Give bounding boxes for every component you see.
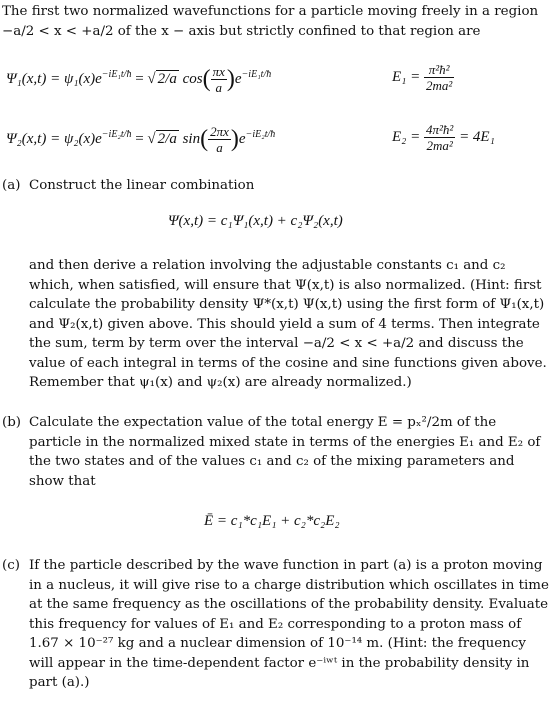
part-a-text-block [2, 256, 550, 393]
psi2-tail-exp: −iE₂t/ħ [245, 128, 276, 140]
part-a-equation: Ψ(x,t) = c₁Ψ₁(x,t) + c₂Ψ₂(x,t) [168, 213, 343, 229]
psi2-eq-sign: = √ [135, 130, 156, 147]
e2-equation [392, 122, 495, 153]
e1-equation [392, 62, 454, 93]
e1-fraction: $\frac{\text{π²ħ²}}{\text{2ma²}}$ [426, 62, 453, 93]
part-b-equation: Ē = c₁*c₁E₁ + c₂*c₂E₂ [204, 513, 340, 529]
psi1-sqrt: 2/a [157, 70, 177, 87]
part-b [2, 413, 550, 491]
psi1-func: cos [182, 70, 203, 87]
psi2-sqrt: 2/a [157, 130, 177, 147]
e2-fraction: $\frac{\text{4π²ħ²}}{\text{2ma²}}$ [426, 122, 454, 153]
psi1-tail: e [234, 70, 242, 87]
psi1-fraction: $\frac{\pi x}{a}$ [212, 64, 225, 95]
part-c-text: If the particle described by the wave function in part (a) is a proton moving in a nucleus, it will give rise to a charge distribution which oscillates in time at the same frequency as the oscillations of the probability density. Evaluate this frequency for values of E₁ and E₂ corresponding to a proton mass of 1.67 × 10⁻²⁷ kg and a nuclear dimension of 10⁻¹⁴ m. (Hint: the frequency will appear in the time-dependent factor e⁻ⁱʷᵗ in the probability density in part (a).) [29, 558, 549, 690]
e2-left: E₂ = [392, 128, 421, 145]
part-c-label: (c) [2, 558, 20, 573]
intro-text: The first two normalized wavefunctions for a particle moving freely in a region −a/2 < x < +a/2 of the x − axis but strictly confined to that region are [2, 4, 539, 39]
part-b-label: (b) [2, 415, 22, 430]
part-a-text: and then derive a relation involving the adjustable constants c₁ and c₂ which, when satisfied, will ensure that Ψ(x,t) is also normalized. (Hint: first calculate the probability density Ψ*(x,t) Ψ(x,t) using the first form of Ψ₁(x,t) and Ψ₂(x,t) given above. This should yield a sum of 4 terms. Then integrate the sum, term by term over the interval −a/2 < x < +a/2 and discuss the value of each integral in terms of the cosine and sine functions given above. Remember that ψ₁(x) and ψ₂(x) are already normalized.) [29, 258, 547, 390]
part-b-text: Calculate the expectation value of the total energy E = pₓ²/2m of the particle in the normalized mixed state in terms of the energies E₁ and E₂ of the two states and of the values c₁ and c₂ of the mixing parameters and show that [29, 415, 541, 489]
part-a [2, 176, 550, 196]
psi2-func: sin [182, 130, 201, 147]
psi1-equation: $\Psi_1(x,t) = \psi_1(x)e^{-iE_1t/ħ}$ = √ 2/a cos( $\frac{\pi x}{a}$ )$e^{-iE_1t/ħ}$ [6, 64, 272, 95]
psi1-eq-sign: = √ [135, 70, 156, 87]
e1-left: E₁ = [392, 68, 421, 85]
part-a-label: (a) [2, 178, 21, 193]
psi2-fraction: $\frac{2\pi x}{a}$ [210, 124, 229, 155]
psi1-tail-exp: −iE₁t/ħ [241, 68, 272, 80]
part-a-line1: Construct the linear combination [29, 178, 255, 193]
psi1-exp: −iE₁t/ħ [101, 68, 132, 80]
psi2-left: Ψ₂(x,t) = ψ₂(x)e [6, 130, 102, 147]
part-c [2, 556, 550, 693]
psi2-tail: e [238, 130, 246, 147]
e2-right: = 4E₁ [459, 128, 495, 145]
psi2-equation: $\Psi_2(x,t) = \psi_2(x)e^{-iE_2t/ħ}$ = √ 2/a sin( $\frac{2\pi x}{a}$ )$e^{-iE_2t/ħ}$ [6, 124, 276, 155]
psi1-left: Ψ₁(x,t) = ψ₁(x)e [6, 70, 102, 87]
psi2-exp: −iE₂t/ħ [101, 128, 132, 140]
